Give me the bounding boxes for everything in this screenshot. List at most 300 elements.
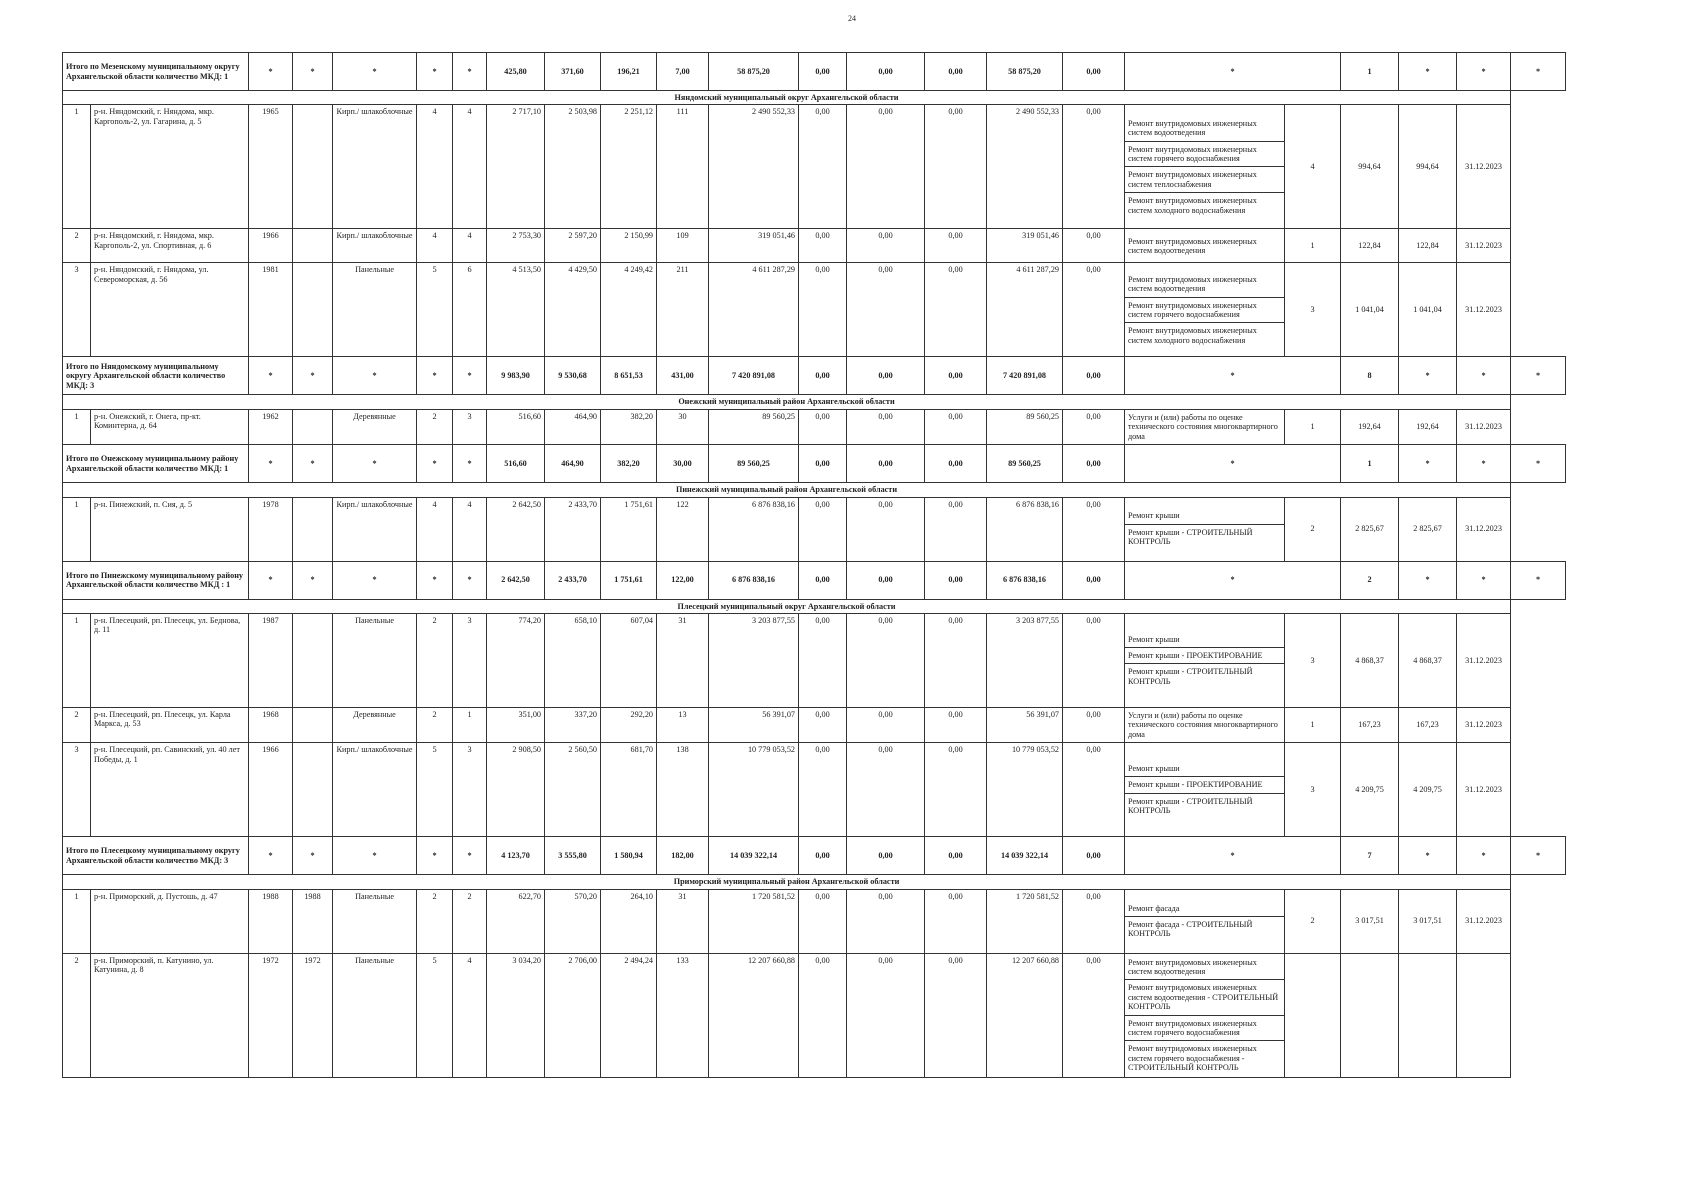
wall-material-cell: Панельные (333, 263, 417, 357)
total-label: Итого по Плесецкому муниципальному округу Архангельской области количество МКД: 3 (63, 837, 249, 875)
row-number: 3 (63, 263, 91, 357)
total-cell: 0,00 (847, 561, 925, 599)
total-cell: * (249, 837, 293, 875)
total-cell: 0,00 (1063, 445, 1125, 483)
unit-cost-cell: 122,84 (1341, 229, 1399, 263)
total-cell: 0,00 (799, 561, 847, 599)
area-living-cell: 4 429,50 (545, 263, 601, 357)
fund-cell: 0,00 (799, 497, 847, 561)
total-cell: 58 875,20 (987, 53, 1063, 91)
total-cell: 464,90 (545, 445, 601, 483)
residents-cell: 109 (657, 229, 709, 263)
total-cell: * (417, 445, 453, 483)
area-total-cell: 351,00 (487, 707, 545, 742)
row-number: 2 (63, 953, 91, 1077)
year-renovated-cell (293, 263, 333, 357)
total-cell: * (453, 837, 487, 875)
area-residential-cell: 4 249,42 (601, 263, 657, 357)
total-label: Итого по Мезенскому муниципальному округу Архангельской области количество МКД: 1 (63, 53, 249, 91)
owners-funds-cell: 56 391,07 (987, 707, 1063, 742)
year-built-cell: 1972 (249, 953, 293, 1077)
cost-cell: 319 051,46 (709, 229, 799, 263)
area-residential-cell: 382,20 (601, 409, 657, 444)
budget-local-cell: 0,00 (925, 497, 987, 561)
work-type-item: Ремонт внутридомовых инженерных систем горячего водоснабжения - СТРОИТЕЛЬНЫЙ КОНТРОЛЬ (1128, 1044, 1257, 1073)
entrances-cell: 4 (453, 497, 487, 561)
budget-subject-cell: 0,00 (847, 263, 925, 357)
works-cell (1125, 707, 1285, 742)
house-row (63, 707, 1566, 742)
total-cell: 7 420 891,08 (709, 357, 799, 395)
unit-cost-cell: 4 209,75 (1341, 743, 1399, 837)
total-cell: 89 560,25 (709, 445, 799, 483)
other-funds-cell: 0,00 (1063, 953, 1125, 1077)
area-residential-cell: 2 150,99 (601, 229, 657, 263)
unit-cost-limit-cell: 3 017,51 (1399, 889, 1457, 953)
fund-cell: 0,00 (799, 613, 847, 707)
cost-cell: 12 207 660,88 (709, 953, 799, 1077)
budget-local-cell: 0,00 (925, 953, 987, 1077)
deadline-cell: 31.12.2023 (1457, 229, 1511, 263)
year-renovated-cell: 1972 (293, 953, 333, 1077)
row-number: 2 (63, 707, 91, 742)
entrances-cell: 3 (453, 613, 487, 707)
total-cell: * (1399, 53, 1457, 91)
total-cell: * (333, 53, 417, 91)
work-type-item: Ремонт внутридомовых инженерных систем холодного водоснабжения (1128, 326, 1257, 345)
total-cell: * (1457, 53, 1511, 91)
total-cell: * (333, 561, 417, 599)
fund-cell: 0,00 (799, 889, 847, 953)
total-cell: 8 (1341, 357, 1399, 395)
total-cell: 0,00 (1063, 53, 1125, 91)
fund-cell: 0,00 (799, 229, 847, 263)
total-cell: * (453, 561, 487, 599)
work-type-item: Ремонт крыши - ПРОЕКТИРОВАНИЕ (1125, 648, 1284, 664)
table-body (63, 53, 1566, 1078)
total-cell: * (1399, 357, 1457, 395)
total-cell: * (417, 837, 453, 875)
year-built-cell: 1966 (249, 743, 293, 837)
budget-subject-cell: 0,00 (847, 497, 925, 561)
total-cell: 7 (1341, 837, 1399, 875)
total-cell: * (1457, 561, 1511, 599)
total-row (63, 837, 1566, 875)
total-cell: * (417, 53, 453, 91)
other-funds-cell: 0,00 (1063, 409, 1125, 444)
work-type-item: Ремонт внутридомовых инженерных систем теплоснабжения (1125, 167, 1284, 193)
total-cell: 8 651,53 (601, 357, 657, 395)
owners-funds-cell: 10 779 053,52 (987, 743, 1063, 837)
page-number: 24 (848, 14, 856, 23)
area-total-cell: 2 717,10 (487, 105, 545, 229)
entrances-cell: 4 (453, 229, 487, 263)
area-total-cell: 622,70 (487, 889, 545, 953)
fund-cell: 0,00 (799, 409, 847, 444)
area-residential-cell: 2 251,12 (601, 105, 657, 229)
total-cell: * (249, 445, 293, 483)
fund-cell: 0,00 (799, 953, 847, 1077)
total-label: Итого по Пинежскому муниципальному району Архангельской области количество МКД : 1 (63, 561, 249, 599)
total-cell: 0,00 (799, 357, 847, 395)
floors-cell: 4 (417, 105, 453, 229)
address-cell: р-н. Приморский, п. Катунино, ул. Катунина, д. 8 (91, 953, 249, 1077)
total-cell: * (1125, 53, 1341, 91)
owners-funds-cell: 319 051,46 (987, 229, 1063, 263)
total-cell: 516,60 (487, 445, 545, 483)
work-type-item: Ремонт крыши - СТРОИТЕЛЬНЫЙ КОНТРОЛЬ (1128, 527, 1253, 547)
budget-local-cell: 0,00 (925, 743, 987, 837)
total-cell: 0,00 (1063, 357, 1125, 395)
works-count-cell: 2 (1285, 889, 1341, 953)
total-cell: 122,00 (657, 561, 709, 599)
floors-cell: 5 (417, 953, 453, 1077)
works-cell (1125, 229, 1285, 263)
area-total-cell: 2 753,30 (487, 229, 545, 263)
works-cell (1125, 743, 1285, 837)
total-cell: 0,00 (925, 445, 987, 483)
unit-cost-cell: 167,23 (1341, 707, 1399, 742)
floors-cell: 5 (417, 263, 453, 357)
budget-local-cell: 0,00 (925, 263, 987, 357)
works-cell (1125, 613, 1285, 707)
works-count-cell: 1 (1285, 229, 1341, 263)
total-cell: * (333, 445, 417, 483)
total-cell: 0,00 (1063, 837, 1125, 875)
residents-cell: 13 (657, 707, 709, 742)
year-renovated-cell (293, 229, 333, 263)
address-cell: р-н. Няндомский, г. Няндома, мкр. Каргополь-2, ул. Гагарина, д. 5 (91, 105, 249, 229)
works-count-cell (1285, 953, 1341, 1077)
area-total-cell: 2 908,50 (487, 743, 545, 837)
house-row (63, 105, 1566, 229)
fund-cell: 0,00 (799, 263, 847, 357)
works-cell (1125, 263, 1285, 357)
year-built-cell: 1966 (249, 229, 293, 263)
work-type-item: Ремонт внутридомовых инженерных систем водоотведения - СТРОИТЕЛЬНЫЙ КОНТРОЛЬ (1125, 980, 1284, 1015)
work-type-item: Услуги и (или) работы по оценке технического состояния многоквартирного дома (1128, 710, 1278, 739)
work-type-item: Услуги и (или) работы по оценке технического состояния многоквартирного дома (1128, 412, 1278, 441)
total-cell: * (417, 357, 453, 395)
floors-cell: 2 (417, 707, 453, 742)
works-count-cell: 3 (1285, 743, 1341, 837)
floors-cell: 5 (417, 743, 453, 837)
address-cell: р-н. Пинежский, п. Сия, д. 5 (91, 497, 249, 561)
area-living-cell: 570,20 (545, 889, 601, 953)
row-number: 2 (63, 229, 91, 263)
year-renovated-cell (293, 105, 333, 229)
total-cell: * (333, 357, 417, 395)
budget-local-cell: 0,00 (925, 613, 987, 707)
entrances-cell: 3 (453, 743, 487, 837)
total-cell: * (1399, 561, 1457, 599)
other-funds-cell: 0,00 (1063, 229, 1125, 263)
unit-cost-limit-cell: 994,64 (1399, 105, 1457, 229)
cost-cell: 2 490 552,33 (709, 105, 799, 229)
total-cell: * (453, 445, 487, 483)
row-number: 1 (63, 889, 91, 953)
area-residential-cell: 681,70 (601, 743, 657, 837)
owners-funds-cell: 6 876 838,16 (987, 497, 1063, 561)
area-total-cell: 516,60 (487, 409, 545, 444)
total-cell: 382,20 (601, 445, 657, 483)
owners-funds-cell: 89 560,25 (987, 409, 1063, 444)
total-cell: 0,00 (925, 53, 987, 91)
cost-cell: 56 391,07 (709, 707, 799, 742)
house-row (63, 743, 1566, 837)
total-cell: 0,00 (847, 837, 925, 875)
deadline-cell: 31.12.2023 (1457, 497, 1511, 561)
deadline-cell: 31.12.2023 (1457, 613, 1511, 707)
work-type-item: Ремонт крыши (1125, 508, 1284, 524)
unit-cost-limit-cell: 1 041,04 (1399, 263, 1457, 357)
total-cell: * (1457, 445, 1511, 483)
works-cell (1125, 105, 1285, 229)
area-living-cell: 2 560,50 (545, 743, 601, 837)
work-type-item: Ремонт внутридомовых инженерных систем водоотведения (1125, 116, 1284, 142)
total-cell: * (293, 53, 333, 91)
total-cell: * (249, 53, 293, 91)
deadline-cell: 31.12.2023 (1457, 105, 1511, 229)
budget-subject-cell: 0,00 (847, 953, 925, 1077)
region-header-row (63, 875, 1566, 889)
total-label: Итого по Онежскому муниципальному району Архангельской области количество МКД: 1 (63, 445, 249, 483)
total-cell: * (1511, 53, 1566, 91)
total-cell: 6 876 838,16 (709, 561, 799, 599)
cost-cell: 10 779 053,52 (709, 743, 799, 837)
total-cell: 30,00 (657, 445, 709, 483)
other-funds-cell: 0,00 (1063, 263, 1125, 357)
work-type-item: Ремонт крыши - СТРОИТЕЛЬНЫЙ КОНТРОЛЬ (1128, 667, 1253, 686)
other-funds-cell: 0,00 (1063, 497, 1125, 561)
address-cell: р-н. Онежский, г. Онега, пр-кт. Коминтерна, д. 64 (91, 409, 249, 444)
year-renovated-cell (293, 613, 333, 707)
year-renovated-cell (293, 707, 333, 742)
unit-cost-cell (1341, 953, 1399, 1077)
entrances-cell: 4 (453, 953, 487, 1077)
area-total-cell: 3 034,20 (487, 953, 545, 1077)
address-cell: р-н. Приморский, д. Пустошь, д. 47 (91, 889, 249, 953)
budget-subject-cell: 0,00 (847, 889, 925, 953)
budget-subject-cell: 0,00 (847, 229, 925, 263)
total-cell: 0,00 (847, 53, 925, 91)
area-residential-cell: 292,20 (601, 707, 657, 742)
total-label: Итого по Няндомскому муниципальному округу Архангельской области количество МКД: 3 (63, 357, 249, 395)
total-cell: 2 642,50 (487, 561, 545, 599)
unit-cost-limit-cell (1399, 953, 1457, 1077)
works-cell (1125, 953, 1285, 1077)
wall-material-cell: Панельные (333, 613, 417, 707)
work-type-item: Ремонт крыши - ПРОЕКТИРОВАНИЕ (1125, 777, 1284, 793)
other-funds-cell: 0,00 (1063, 613, 1125, 707)
unit-cost-cell: 4 868,37 (1341, 613, 1399, 707)
house-row (63, 953, 1566, 1077)
area-living-cell: 2 706,00 (545, 953, 601, 1077)
floors-cell: 4 (417, 497, 453, 561)
address-cell: р-н. Плесецкий, рп. Плесецк, ул. Карла Маркса, д. 53 (91, 707, 249, 742)
budget-local-cell: 0,00 (925, 889, 987, 953)
work-type-item: Ремонт внутридомовых инженерных систем водоотведения (1128, 236, 1257, 255)
residents-cell: 138 (657, 743, 709, 837)
total-cell: * (1511, 561, 1566, 599)
total-cell: 14 039 322,14 (709, 837, 799, 875)
house-row (63, 889, 1566, 953)
total-cell: 89 560,25 (987, 445, 1063, 483)
year-built-cell: 1978 (249, 497, 293, 561)
total-row (63, 561, 1566, 599)
area-living-cell: 2 503,98 (545, 105, 601, 229)
area-living-cell: 337,20 (545, 707, 601, 742)
wall-material-cell: Кирп./ шлакоблочные (333, 229, 417, 263)
work-type-item: Ремонт внутридомовых инженерных систем водоотведения (1125, 272, 1284, 298)
region-header-row (63, 599, 1566, 613)
row-number: 1 (63, 497, 91, 561)
year-renovated-cell (293, 743, 333, 837)
owners-funds-cell: 12 207 660,88 (987, 953, 1063, 1077)
fund-cell: 0,00 (799, 105, 847, 229)
deadline-cell: 31.12.2023 (1457, 707, 1511, 742)
row-number: 1 (63, 105, 91, 229)
other-funds-cell: 0,00 (1063, 743, 1125, 837)
year-renovated-cell: 1988 (293, 889, 333, 953)
residents-cell: 111 (657, 105, 709, 229)
total-cell: * (453, 53, 487, 91)
total-cell: 182,00 (657, 837, 709, 875)
capital-repair-table (62, 52, 1566, 1078)
budget-subject-cell: 0,00 (847, 743, 925, 837)
budget-subject-cell: 0,00 (847, 707, 925, 742)
house-row (63, 613, 1566, 707)
area-total-cell: 774,20 (487, 613, 545, 707)
total-cell: 4 123,70 (487, 837, 545, 875)
budget-subject-cell: 0,00 (847, 105, 925, 229)
total-cell: 1 580,94 (601, 837, 657, 875)
total-cell: * (1125, 357, 1341, 395)
total-cell: * (249, 561, 293, 599)
total-cell: 1 (1341, 53, 1399, 91)
cost-cell: 89 560,25 (709, 409, 799, 444)
year-renovated-cell (293, 409, 333, 444)
total-cell: * (333, 837, 417, 875)
residents-cell: 31 (657, 889, 709, 953)
total-cell: * (1399, 837, 1457, 875)
total-row (63, 53, 1566, 91)
budget-subject-cell: 0,00 (847, 613, 925, 707)
work-type-item: Ремонт внутридомовых инженерных систем горячего водоснабжения (1125, 1016, 1284, 1042)
floors-cell: 4 (417, 229, 453, 263)
work-type-item: Ремонт крыши - СТРОИТЕЛЬНЫЙ КОНТРОЛЬ (1128, 796, 1253, 816)
house-row (63, 497, 1566, 561)
total-cell: * (1457, 357, 1511, 395)
cost-cell: 6 876 838,16 (709, 497, 799, 561)
area-residential-cell: 2 494,24 (601, 953, 657, 1077)
unit-cost-limit-cell: 2 825,67 (1399, 497, 1457, 561)
region-title: Пинежский муниципальный район Архангельской области (63, 483, 1511, 497)
house-row (63, 409, 1566, 444)
works-cell (1125, 409, 1285, 444)
floors-cell: 2 (417, 889, 453, 953)
region-title: Плесецкий муниципальный округ Архангельской области (63, 599, 1511, 613)
residents-cell: 122 (657, 497, 709, 561)
work-type-item: Ремонт фасада (1125, 901, 1284, 917)
entrances-cell: 2 (453, 889, 487, 953)
floors-cell: 2 (417, 613, 453, 707)
total-cell: * (1511, 445, 1566, 483)
works-cell (1125, 497, 1285, 561)
total-cell: 431,00 (657, 357, 709, 395)
total-cell: 2 (1341, 561, 1399, 599)
area-living-cell: 464,90 (545, 409, 601, 444)
total-cell: 425,80 (487, 53, 545, 91)
total-cell: * (417, 561, 453, 599)
wall-material-cell: Панельные (333, 889, 417, 953)
total-cell: 0,00 (1063, 561, 1125, 599)
budget-local-cell: 0,00 (925, 409, 987, 444)
works-cell (1125, 889, 1285, 953)
unit-cost-cell: 2 825,67 (1341, 497, 1399, 561)
total-cell: 6 876 838,16 (987, 561, 1063, 599)
work-type-item: Ремонт фасада - СТРОИТЕЛЬНЫЙ КОНТРОЛЬ (1128, 919, 1253, 939)
year-built-cell: 1962 (249, 409, 293, 444)
area-total-cell: 2 642,50 (487, 497, 545, 561)
unit-cost-limit-cell: 4 209,75 (1399, 743, 1457, 837)
works-count-cell: 1 (1285, 707, 1341, 742)
wall-material-cell: Кирп./ шлакоблочные (333, 743, 417, 837)
owners-funds-cell: 1 720 581,52 (987, 889, 1063, 953)
unit-cost-cell: 192,64 (1341, 409, 1399, 444)
house-row (63, 263, 1566, 357)
unit-cost-cell: 994,64 (1341, 105, 1399, 229)
total-cell: 0,00 (799, 53, 847, 91)
total-cell: 2 433,70 (545, 561, 601, 599)
owners-funds-cell: 4 611 287,29 (987, 263, 1063, 357)
total-cell: 0,00 (847, 357, 925, 395)
total-cell: 0,00 (799, 837, 847, 875)
total-cell: 0,00 (925, 357, 987, 395)
total-row (63, 357, 1566, 395)
work-type-item: Ремонт внутридомовых инженерных систем водоотведения (1125, 955, 1284, 981)
unit-cost-limit-cell: 167,23 (1399, 707, 1457, 742)
area-residential-cell: 607,04 (601, 613, 657, 707)
total-cell: 7 420 891,08 (987, 357, 1063, 395)
unit-cost-limit-cell: 4 868,37 (1399, 613, 1457, 707)
area-total-cell: 4 513,50 (487, 263, 545, 357)
work-type-item: Ремонт внутридомовых инженерных систем горячего водоснабжения (1125, 298, 1284, 324)
cost-cell: 4 611 287,29 (709, 263, 799, 357)
owners-funds-cell: 3 203 877,55 (987, 613, 1063, 707)
residents-cell: 211 (657, 263, 709, 357)
unit-cost-cell: 1 041,04 (1341, 263, 1399, 357)
row-number: 1 (63, 613, 91, 707)
unit-cost-limit-cell: 122,84 (1399, 229, 1457, 263)
entrances-cell: 1 (453, 707, 487, 742)
works-count-cell: 1 (1285, 409, 1341, 444)
total-cell: * (293, 561, 333, 599)
total-cell: * (453, 357, 487, 395)
wall-material-cell: Деревянные (333, 707, 417, 742)
row-number: 3 (63, 743, 91, 837)
owners-funds-cell: 2 490 552,33 (987, 105, 1063, 229)
deadline-cell: 31.12.2023 (1457, 889, 1511, 953)
cost-cell: 1 720 581,52 (709, 889, 799, 953)
work-type-item: Ремонт крыши (1125, 761, 1284, 777)
total-cell: * (293, 357, 333, 395)
total-cell: 9 983,90 (487, 357, 545, 395)
total-cell: * (1457, 837, 1511, 875)
works-count-cell: 4 (1285, 105, 1341, 229)
work-type-item: Ремонт внутридомовых инженерных систем холодного водоснабжения (1128, 196, 1257, 215)
total-cell: 14 039 322,14 (987, 837, 1063, 875)
